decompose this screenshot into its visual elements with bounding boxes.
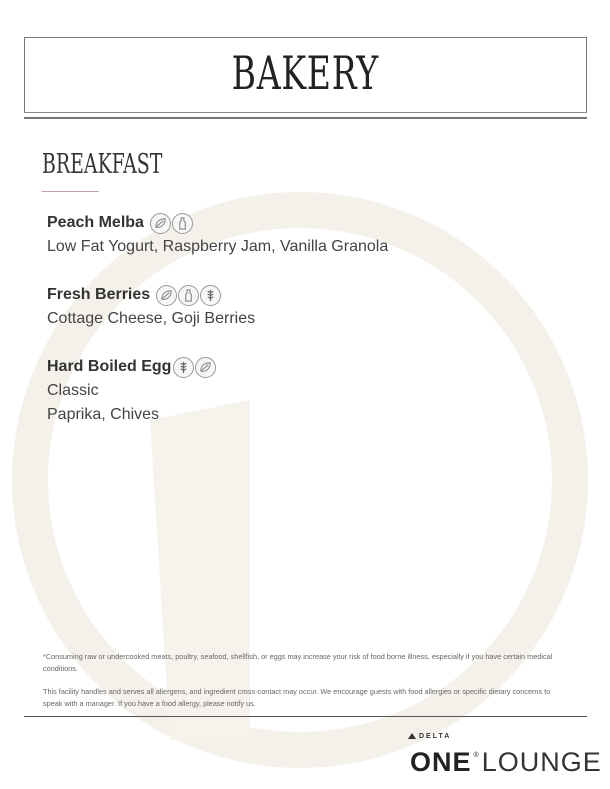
section-title: BREAKFAST	[42, 149, 163, 180]
item-description: Cottage Cheese, Goji Berries	[47, 310, 256, 327]
food-safety-disclaimer: *Consuming raw or undercooked meats, poultry, seafood, shellfish, or eggs may increase your risk of food borne illness, especially if you have certain medical conditions.	[43, 652, 553, 673]
menu-item	[47, 211, 388, 259]
header-divider	[24, 117, 587, 119]
wheat-icon	[200, 285, 221, 306]
wheat-icon	[173, 357, 194, 378]
allergen-disclaimer: This facility handles and serves all allergens, and ingredient cross-contact may occur. We encourage guests with food allergies or specific dietary concerns to speak with a manager. If you have a food allergy, please notify us.	[43, 687, 551, 708]
menu-item	[47, 355, 388, 427]
section-divider	[42, 191, 99, 192]
item-description: Low Fat Yogurt, Raspberry Jam, Vanilla Granola	[47, 238, 389, 255]
leaf-icon	[156, 285, 177, 306]
delta-logo: DELTA	[408, 733, 451, 740]
item-name: Hard Boiled Egg	[47, 358, 172, 375]
header-divider	[24, 112, 587, 113]
one-lounge-logo: ONE ®LOUNGE	[410, 747, 602, 777]
dietary-icons	[173, 357, 217, 378]
item-description: Classic	[47, 382, 99, 399]
page-title: BAKERY	[231, 46, 379, 100]
delta-triangle-icon	[408, 733, 416, 739]
menu-items	[47, 211, 388, 451]
dietary-icons	[150, 213, 194, 234]
bottle-icon	[178, 285, 199, 306]
dietary-icons	[156, 285, 222, 306]
leaf-icon	[150, 213, 171, 234]
registered-mark: ®	[473, 752, 480, 759]
leaf-icon	[195, 357, 216, 378]
bottle-icon	[172, 213, 193, 234]
item-name: Peach Melba	[47, 214, 144, 231]
item-name: Fresh Berries	[47, 286, 151, 303]
item-description: Paprika, Chives	[47, 406, 160, 423]
menu-item	[47, 283, 388, 331]
footer-divider	[24, 716, 587, 717]
